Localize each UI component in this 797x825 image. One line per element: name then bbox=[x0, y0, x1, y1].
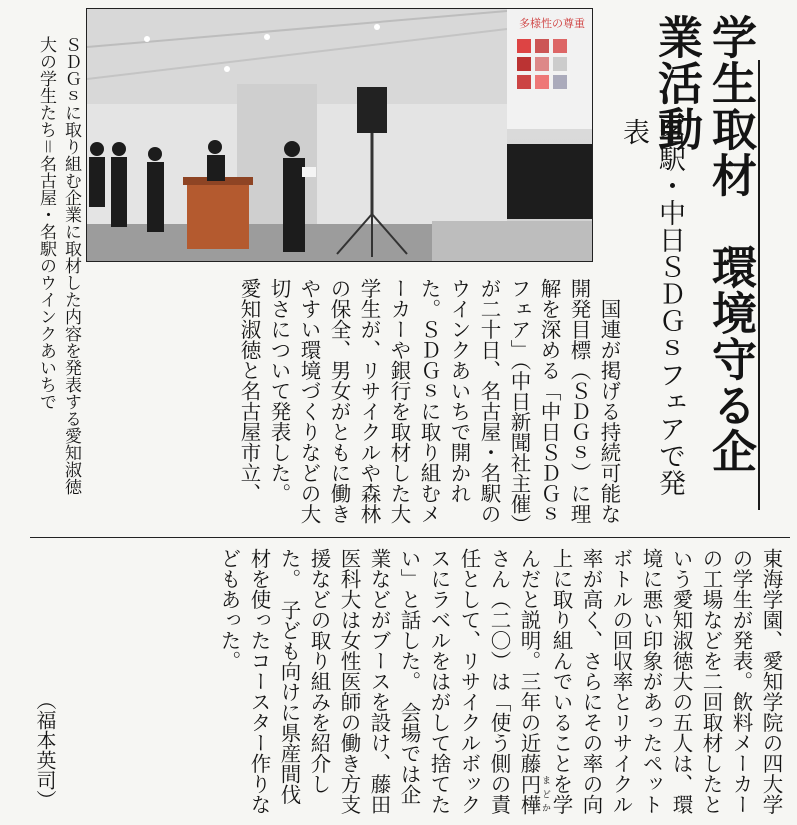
subheadline: 名駅・中日ＳＤＧｓフェアで発表 bbox=[618, 118, 685, 496]
column-rule bbox=[758, 60, 760, 510]
byline: （福本英司） bbox=[33, 690, 57, 810]
screen-heading: 多様性の尊重 bbox=[519, 17, 585, 30]
photo-caption: ＳＤＧｓに取り組む企業に取材した内容を発表する愛知淑徳大の学生たち＝名古屋・名駅のウインクあいちで bbox=[36, 36, 81, 495]
section-divider bbox=[30, 537, 790, 538]
article-body-bottom: 東海学園、愛知学院の四大学の学生が発表。飲料メーカーの工場などを二回取材したという愛知淑徳大の五人は、環境に悪い印象があったペットボトルの回収率とリサイクル率が高く、さらにその率の向上に取り組んでいることを学んだと説明。三年の近藤円樺 まどかさん（二〇）は「使う側の責任として、リサイクルボックスにラベルをはがして捨てたい」と話した。 会場では企業などがブースを設け、藤田医科大は女性医師の働き方支援などの取り組みを紹介した。 子ども向けに県産間伐材を使ったコースター作りなどもあった。 bbox=[217, 548, 783, 815]
news-photo bbox=[86, 8, 593, 262]
name-ruby: 円樺 まどか bbox=[517, 773, 550, 815]
ruby-reading: まどか bbox=[540, 773, 550, 815]
article-body-top: 国連が掲げる持続可能な開発目標（ＳＤＧｓ）に理解を深める「中日ＳＤＧｓフェア」（中日新聞社主催）が二十日、名古屋・名駅のウインクあいちで開かれた。ＳＤＧｓに取り組むメーカーや銀行を取材した大学生が、リサイクルや森林の保全、男女がともに働きやすい環境づくりなどの大切さについて発表した。 愛知淑徳と名古屋市立、 bbox=[237, 278, 621, 524]
headline: 学生取材 環境守る企業活動 bbox=[650, 14, 757, 474]
photo-illustration bbox=[87, 9, 592, 261]
